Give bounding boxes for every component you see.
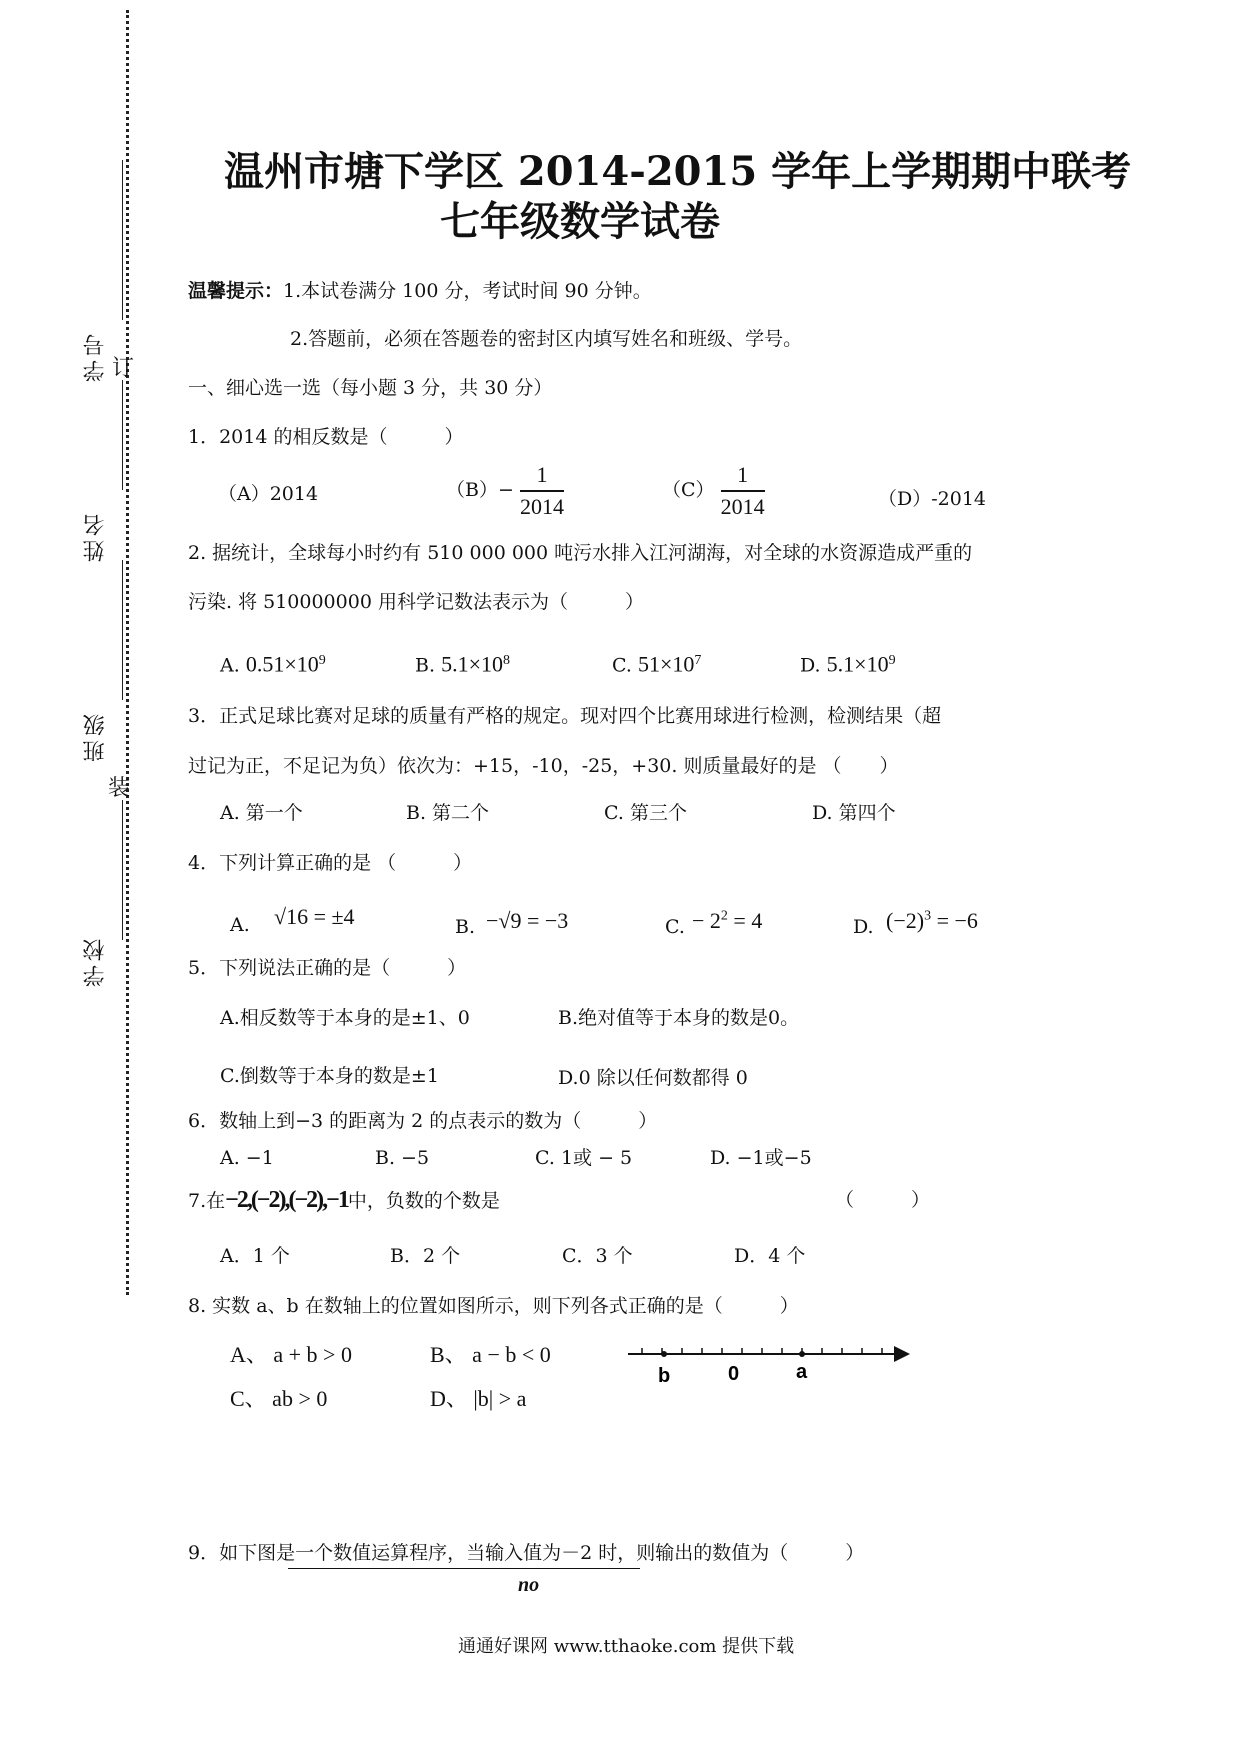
q2-d-label: D. [800,654,821,677]
point-a-label: a [796,1361,808,1383]
q9-flow-line [288,1568,640,1569]
q5-option-a: A.相反数等于本身的是±1、0 [220,1007,470,1029]
q8-option-a: A、 a + b > 0 [230,1342,352,1367]
q1-option-c [662,462,765,520]
q6-option-a: A. −1 [220,1147,274,1169]
q5-option-b: B.绝对值等于本身的数是0。 [558,1007,800,1029]
q1-c-numerator: 1 [721,462,765,492]
section-1-heading: 一、细心选一选（每小题 3 分，共 30 分） [188,377,553,399]
exam-title: 温州市塘下学区 2014-2015 学年上学期期中联考 [224,148,1132,195]
q4-option-b-label: B. [455,916,476,938]
q1-c-denominator: 2014 [720,494,765,519]
q2-stem-line-2: 污染. 将 510000000 用科学记数法表示为（ ） [188,591,644,613]
q2-a-base: 0.51×10 [245,651,319,677]
q3-option-c: C. 第三个 [604,802,687,824]
q1-option-d: （D）-2014 [878,488,987,510]
q6-option-b: B. −5 [375,1147,430,1169]
zhuang-mark: 装 [108,776,131,801]
q4-stem: 4．下列计算正确的是 （ ） [188,852,473,874]
student-no-fill-line [122,160,123,320]
q2-option-c [612,648,701,678]
point-a-dot [799,1351,805,1357]
q4-option-d-label: D. [853,916,874,938]
q4-option-c-label: C. [665,916,685,938]
q5-stem: 5．下列说法正确的是（ ） [188,957,467,979]
q6-option-d: D. −1或−5 [710,1147,812,1169]
q8-option-c: C、 ab > 0 [230,1386,328,1411]
q1-b-denominator: 2014 [519,494,564,519]
q3-option-b: B. 第二个 [406,802,490,824]
notes-item-2: 2.答题前，必须在答题卷的密封区内填写姓名和班级、学号。 [290,328,803,350]
q2-c-exp: 7 [694,653,702,668]
binding-dotted-line [126,10,129,1295]
q2-option-d [800,648,896,678]
point-b-dot [661,1351,667,1357]
q7-answer-paren: （ ） [835,1189,931,1211]
q8-stem: 8. 实数 a、b 在数轴上的位置如图所示，则下列各式正确的是（ ） [188,1295,799,1317]
q4-option-d-expr [886,908,978,934]
name-fill-line-2 [122,560,123,700]
q1-option-c-prefix: （C） [662,479,715,501]
q7-option-c: C．3 个 [562,1245,633,1267]
point-b-label: b [658,1365,671,1387]
q4-option-c-expr [692,908,762,934]
q2-option-a [220,648,326,678]
ding-mark: 订 [112,356,135,381]
q5-option-d: D.0 除以任何数都得 0 [558,1067,748,1089]
exam-subtitle: 七年级数学试卷 [440,198,720,245]
q3-option-d: D. 第四个 [812,802,896,824]
q8-option-d: D、 |b| > a [430,1386,527,1411]
notes-label: 温馨提示： [188,280,284,302]
q1-option-a: （A）2014 [218,483,319,505]
q2-b-base: 5.1×10 [441,651,503,677]
q7-garbled-expression: −2,(−2),(−2),−1 [225,1187,348,1213]
q7-option-d: D．4 个 [734,1245,806,1267]
q8-number-line [622,1338,912,1388]
q1-option-b-fraction [520,462,564,520]
q5-option-c: C.倒数等于本身的数是±1 [220,1065,439,1087]
name-label: 姓名 [83,510,108,562]
q4-option-a-label: A. [230,914,250,936]
q9-flow-no-label: no [518,1574,540,1596]
q2-b-label: B. [415,654,436,677]
q7-stem-pre: 7.在 [188,1190,226,1212]
q2-option-b [415,648,510,678]
q4-option-a-expr: √16 = ±4 [274,904,355,929]
class-label: 班级 [83,710,108,762]
q3-stem-line-2: 过记为正，不足记为负）依次为：+15，-10，-25，+30. 则质量最好的是 （ ） [188,755,899,777]
number-line-arrow [894,1346,910,1362]
q4-d-post: = −6 [931,908,978,933]
q1-option-b [446,462,564,520]
q6-stem: 6．数轴上到−3 的距离为 2 的点表示的数为（ ） [188,1110,658,1132]
q1-option-c-fraction [721,462,765,520]
q4-d-exp: 3 [924,908,932,924]
q1-stem: 1．2014 的相反数是（ ） [188,426,464,448]
q4-c-pre: − 2 [692,908,721,933]
q6-option-c: C. 1或 − 5 [535,1147,633,1169]
q7-stem [188,1187,500,1214]
school-label: 学校 [83,935,108,987]
q1-option-b-prefix: （B）− [446,479,514,501]
q4-c-exp: 2 [720,908,728,924]
q4-c-post: = 4 [727,908,763,933]
q2-a-exp: 9 [318,653,326,668]
q9-stem: 9．如下图是一个数值运算程序，当输入值为－2 时，则输出的数值为（ ） [188,1542,865,1564]
page-footer: 通通好课网 www.tthaoke.com 提供下载 [458,1636,795,1657]
q3-option-a: A. 第一个 [220,802,303,824]
q2-b-exp: 8 [502,653,510,668]
q2-stem-line-1: 2. 据统计，全球每小时约有 510 000 000 吨污水排入江河湖海，对全球的水资源造成严重的 [188,542,973,564]
notes-item-1: 1.本试卷满分 100 分，考试时间 90 分钟。 [283,280,652,302]
q2-c-label: C. [612,654,632,677]
q8-option-b: B、 a − b < 0 [430,1342,551,1367]
q4-d-pre: (−2) [886,908,925,933]
q7-stem-post: 中，负数的个数是 [347,1190,500,1212]
q7-option-b: B．2 个 [390,1245,461,1267]
name-fill-line-1 [122,380,123,490]
q2-c-base: 51×10 [637,651,695,677]
q1-b-numerator: 1 [520,462,564,492]
q7-option-a: A．1 个 [220,1245,290,1267]
q2-a-label: A. [220,654,240,677]
student-no-label: 学号 [83,330,108,382]
q2-d-base: 5.1×10 [826,651,889,677]
q4-option-b-expr: −√9 = −3 [486,908,569,933]
q3-stem-line-1: 3．正式足球比赛对足球的质量有严格的规定。现对四个比赛用球进行检测，检测结果（超 [188,705,942,727]
origin-label: 0 [728,1363,740,1385]
school-fill-line [122,800,123,940]
q2-d-exp: 9 [888,653,896,668]
